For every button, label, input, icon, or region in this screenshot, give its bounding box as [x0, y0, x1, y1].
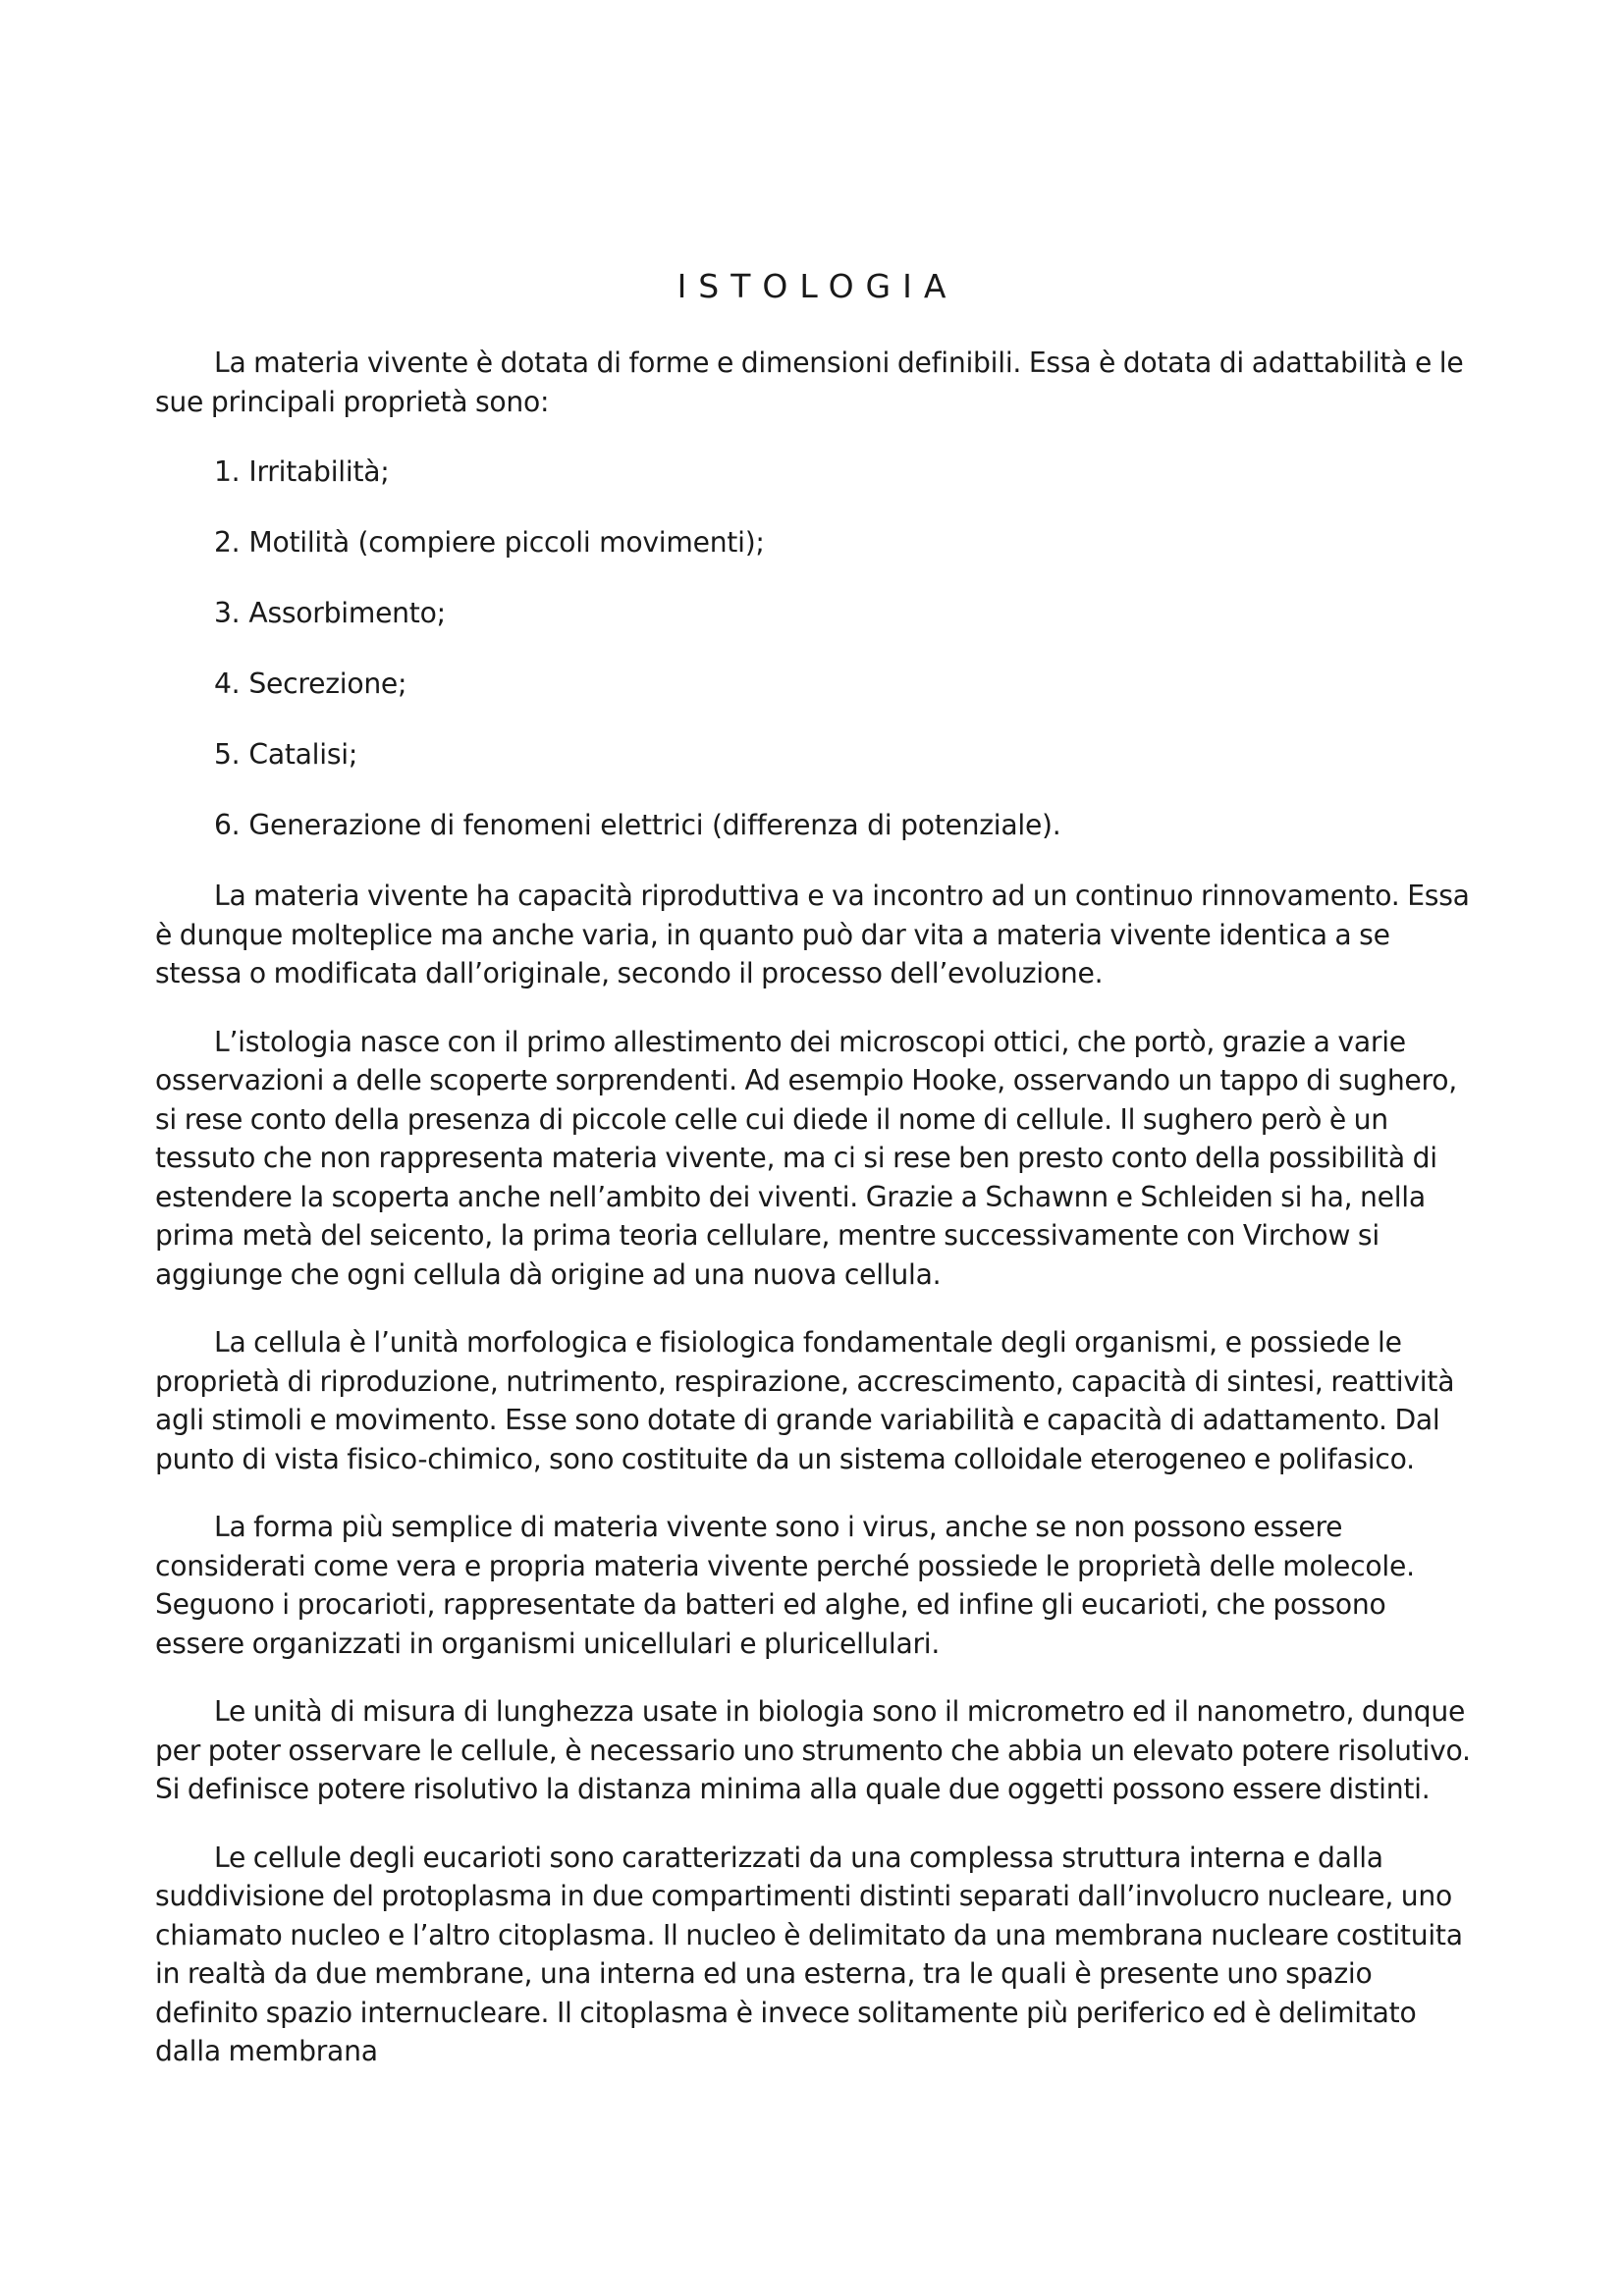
paragraph-virus: La forma più semplice di materia vivente sono i virus, anche se non possono essere considerati come vera e propria materia vivente perché possiede le proprietà delle molecole. Seguono i procarioti, rappresentate da batteri ed alghe, ed infine gli eucarioti, che possono essere organizzati in organismi unicellulari e pluricellulari.	[155, 1511, 1415, 1660]
list-number: 3.	[214, 597, 241, 629]
list-text: Assorbimento;	[248, 597, 446, 629]
paragraph-reproduction: La materia vivente ha capacità riproduttiva e va incontro ad un continuo rinnovamento. Essa è dunque molteplice ma anche varia, in quanto può dar vita a materia vivente identica a se stessa o modificata dall’originale, secondo il processo dell’evoluzione.	[155, 880, 1470, 989]
list-number: 2.	[214, 526, 241, 559]
paragraph-intro: La materia vivente è dotata di forme e dimensioni definibili. Essa è dotata di adattabilità e le sue principali proprietà sono:	[155, 347, 1464, 418]
page-title: ISTOLOGIA	[676, 267, 958, 305]
list-item	[214, 806, 1476, 844]
properties-list	[155, 453, 1476, 844]
list-number: 5.	[214, 738, 241, 771]
paragraph-cell: La cellula è l’unità morfologica e fisiologica fondamentale degli organismi, e possiede le proprietà di riproduzione, nutrimento, respirazione, accrescimento, capacità di sintesi, reattività agli stimoli e movimento. Esse sono dotate di grande variabilità e capacità di adattamento. Dal punto di vista fisico-chimico, sono costituite da un sistema colloidale eterogeneo e polifasico.	[155, 1326, 1455, 1475]
list-item	[214, 665, 1476, 703]
list-item	[214, 594, 1476, 632]
list-item	[214, 453, 1476, 491]
list-text: Motilità (compiere piccoli movimenti);	[248, 526, 765, 559]
paragraph-units: Le unità di misura di lunghezza usate in biologia sono il micrometro ed il nanometro, dunque per poter osservare le cellule, è necessario uno strumento che abbia un elevato potere risolutivo. Si definisce potere risolutivo la distanza minima alla quale due oggetti possono essere distinti.	[155, 1695, 1471, 1805]
list-number: 4.	[214, 667, 241, 700]
paragraph-history: L’istologia nasce con il primo allestimento dei microscopi ottici, che portò, grazie a varie osservazioni a delle scoperte sorprendenti. Ad esempio Hooke, osservando un tappo di sughero, si rese conto della presenza di piccole celle cui diede il nome di cellule. Il sughero però è un tessuto che non rappresenta materia vivente, ma ci si rese ben presto conto della possibilità di estendere la scoperta anche nell’ambito dei viventi. Grazie a Schawnn e Schleiden si ha, nella prima metà del seicento, la prima teoria cellulare, mentre successivamente con Virchow si aggiunge che ogni cellula dà origine ad una nuova cellula.	[155, 1025, 1457, 1291]
list-text: Catalisi;	[248, 738, 358, 771]
list-item	[214, 735, 1476, 774]
list-number: 6.	[214, 809, 241, 841]
document-body	[155, 344, 1476, 2101]
list-text: Irritabilità;	[248, 455, 390, 488]
list-text: Generazione di fenomeni elettrici (differenza di potenziale).	[248, 809, 1061, 841]
list-text: Secrezione;	[248, 667, 407, 700]
paragraph-eukaryotes: Le cellule degli eucarioti sono caratterizzati da una complessa struttura interna e dalla suddivisione del protoplasma in due compartimenti distinti separati dall’involucro nucleare, uno chiamato nucleo e l’altro citoplasma. Il nucleo è delimitato da una membrana nucleare costituita in realtà da due membrane, una interna ed una esterna, tra le quali è presente uno spazio definito spazio internucleare. Il citoplasma è invece solitamente più periferico ed è delimitato dalla membrana	[155, 1841, 1463, 2067]
list-number: 1.	[214, 455, 241, 488]
list-item	[214, 523, 1476, 561]
